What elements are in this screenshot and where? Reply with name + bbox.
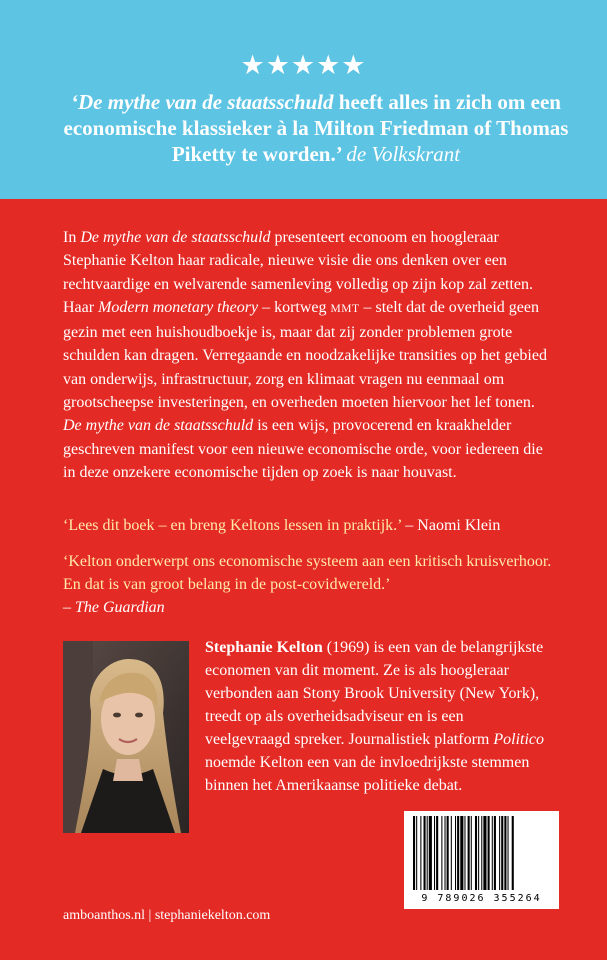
barcode-bar: [504, 816, 506, 890]
isbn-barcode: [404, 811, 559, 909]
barcode-bar: [492, 816, 493, 890]
blurb-book-title: De mythe van de staatsschuld: [80, 229, 271, 246]
barcode-bar: [424, 816, 426, 890]
barcode-bar: [478, 816, 479, 890]
author-bio-text: (1969) is een van de belangrijkste economen van dit moment. Ze is als hoogleraar verbonden aan Stony Brook University (New York), treedt op als overheidsadviseur en is een veelgevraagd spreker. Journalistiek platform: [205, 639, 544, 748]
barcode-icon: [411, 816, 552, 892]
author-bio-text: noemde Kelton een van de invloedrijkste stemmen binnen het Amerikaanse politieke debat.: [205, 754, 530, 794]
barcode-bar: [413, 816, 415, 890]
blurb-text: – kortweg: [258, 298, 331, 316]
blurb-text: – stelt dat de overheid geen gezin met een huishoudboekje is, maar dat zij zonder problemen grote schulden kan dragen. Verregaande en noodzakelijke transities op het gebied van onderwijs, infrastructuur, zorg en klimaat vragen nu eenmaal om grootscheepse investeringen, en overheden moeten hiervoor het lef tonen.: [63, 298, 547, 412]
barcode-bar: [501, 816, 503, 890]
review-quote-dash: –: [63, 599, 75, 616]
quote-text: heeft alles in zich om een economische klassieker à la Milton Friedman of Thomas Piketty te worden.’: [63, 90, 569, 166]
isbn-number: 9 789026 355264: [421, 893, 542, 904]
barcode-bar: [434, 816, 435, 890]
barcode-bar: [471, 816, 472, 890]
barcode-bar: [475, 816, 477, 890]
blurb-text: In: [63, 229, 81, 246]
author-portrait-image: [63, 641, 189, 833]
barcode-bar: [420, 816, 421, 890]
barcode-bar: [436, 816, 438, 890]
author-bio-publication: Politico: [493, 731, 544, 748]
barcode-bar: [508, 816, 509, 890]
review-quote-source: [63, 599, 165, 616]
author-bio: [205, 636, 550, 797]
barcode-bar: [457, 816, 459, 890]
barcode-bar: [455, 816, 456, 890]
review-quote-guardian: [63, 550, 553, 619]
blurb-book-title: De mythe van de staatsschuld: [63, 417, 254, 435]
quote-book-title: ‘De mythe van de staatsschuld: [71, 90, 334, 114]
book-description: [63, 226, 553, 484]
top-review-quote: [56, 89, 576, 167]
barcode-bar: [512, 816, 514, 890]
author-photo: [63, 641, 189, 833]
review-quote-source-name: The Guardian: [75, 599, 165, 616]
barcode-bar: [481, 816, 482, 890]
quote-source: de Volkskrant: [346, 142, 461, 166]
barcode-bar: [483, 816, 486, 890]
barcode-bar: [429, 816, 432, 890]
blurb-theory-name: Modern monetary theory: [98, 298, 259, 316]
barcode-bar: [445, 816, 446, 890]
barcode-bar: [464, 816, 465, 890]
barcode-bar: [499, 816, 500, 890]
barcode-bar: [468, 816, 470, 890]
barcode-bar: [460, 816, 463, 890]
barcode-bar: [427, 816, 428, 890]
publisher-links[interactable]: amboanthos.nl | stephaniekelton.com: [63, 908, 271, 923]
barcode-bar: [488, 816, 490, 890]
blurb-text: presenteert econoom en hoogleraar Stephanie Kelton haar radicale, nieuwe visie die ons denken over een rechtvaardige en welvarende samenleving volledig op zijn kop zal zetten. Haar: [63, 229, 534, 316]
barcode-bar: [416, 816, 417, 890]
barcode-bar: [494, 816, 496, 890]
top-quote-band: [0, 0, 607, 199]
review-quote-text: ‘Kelton onderwerpt ons economische systeem aan een kritisch kruisverhoor. En dat is van groot belang in de post-covidwereld.’: [63, 553, 552, 593]
barcode-bar: [447, 816, 449, 890]
review-quote-text: ‘Lees dit boek – en breng Keltons lessen in praktijk.’: [63, 517, 402, 534]
barcode-bar: [451, 816, 452, 890]
blurb-abbreviation: MMT: [330, 302, 360, 315]
blurb-text: is een wijs, provocerend en kraakhelder geschreven manifest voor een nieuwe economische orde, voor iedereen die in deze onzekere economische tijden op zoek is naar houvast.: [63, 417, 543, 481]
author-name: Stephanie Kelton: [205, 639, 323, 656]
rating-stars: ★★★★★: [240, 50, 367, 81]
review-quote-klein: [63, 514, 553, 537]
review-quote-source: – Naomi Klein: [401, 517, 501, 534]
barcode-bar: [441, 816, 442, 890]
